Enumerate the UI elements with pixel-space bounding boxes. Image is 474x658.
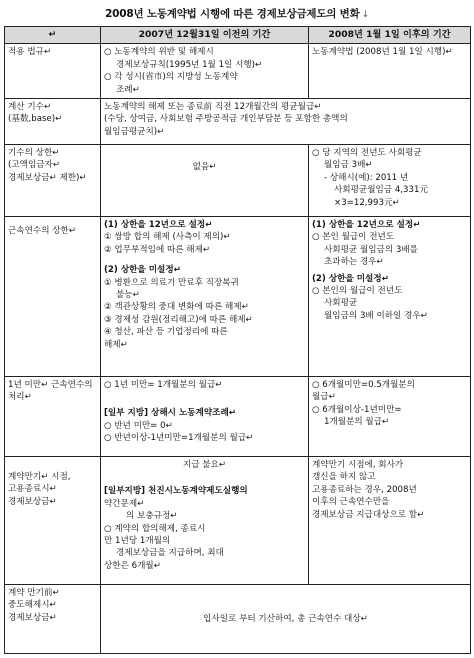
base-merged-cell: 노동계약의 해제 또는 종료前 직전 12개월간의 평균월급↵ (수당, 상여금, 사회보험 주방공적금 개인부담분 등 포함한 총액의 월임금평균치)↵ — [101, 99, 471, 145]
header-after: 2008년 1월 1일 이후의 기간 — [309, 27, 471, 44]
header-before: 2007년 12월31일 이전의 기간 — [101, 27, 309, 44]
paragraph-mark: ↓ — [361, 10, 369, 20]
row-label-midterm: 계약 만기前↵ 중도해제시↵ 경제보상금↵ — [5, 585, 101, 654]
row-contract-expiry — [5, 457, 471, 585]
compensation-table — [4, 26, 471, 654]
row-midterm-termination — [5, 585, 471, 654]
row-label-expiry: 계약만기↵ 시점, 고용종료시↵ 경제보상금↵ — [5, 457, 101, 585]
row-label-under1: 1년 미만↵ 근속연수의 처리↵ — [5, 377, 101, 457]
row-service-years-cap — [5, 217, 471, 377]
row-base-cap — [5, 145, 471, 217]
years-before-cell: (1) 상한을 12년으로 설정↵ ① 쌍방 합의 해제 (사측이 제의)↵ ② 업무부적임에 따른 해제↵ (2) 상한을 미설정↵ ① 병환으로 의료기 만료후 직장복귀 불능↵ ② 객관상황의 중대 변화에 따른 해제↵ ③ 경제성 감원(정리해고)에 따른 해제↵ ④ 청산, 파산 등 기업정리에 따른 해제↵ — [101, 217, 309, 377]
cap-before-cell: 없음↵ — [101, 145, 309, 217]
row-label-base: 계산 기수↵ (基数,base)↵ — [5, 99, 101, 145]
law-after-cell: 노동계약법 (2008년 1월 1일 시행)↵ — [309, 44, 471, 99]
years-after-cell: (1) 상한을 12년으로 설정↵ ○ 본인 월급이 전년도 사회평균 월임금의 3배를 초과하는 경우↵ (2) 상한을 미설정↵ ○ 본인의 월급이 전년도 사회평균 월임금의 3배 이하일 경우↵ — [309, 217, 471, 377]
expiry-after-cell: 계약만기 시점에, 회사가 갱신을 하지 않고 고용종료하는 경우, 2008년 이후의 근속연수만을 경제보상금 지급대상으로 함↵ — [309, 457, 471, 585]
row-label-cap: 기수의 상한↵ (고액임금자↵ 경제보상금↵ 제한)↵ — [5, 145, 101, 217]
row-label-law: 적용 법규↵ — [5, 44, 101, 99]
midterm-merged-cell: 입사일로 부터 기산하여, 총 근속연수 대상↵ — [101, 585, 471, 654]
row-label-years: 근속연수의 상한↵ — [5, 217, 101, 377]
row-applicable-law — [5, 44, 471, 99]
under1-before-cell: ○ 1년 미만= 1개월분의 월급↵ [일부 지방] 상해시 노동계약조례↵ ○ 반년 미만= 0↵ ○ 반년이상-1년미만=1개월분의 월급↵ — [101, 377, 309, 457]
under1-after-cell: ○ 6개월미만=0.5개월분의 월급↵ ○ 6개월이상-1년미만= 1개월분의 월급↵ — [309, 377, 471, 457]
header-corner-cell: ↵ — [5, 27, 101, 44]
row-under-one-year — [5, 377, 471, 457]
table-header-row — [5, 27, 471, 44]
expiry-before-cell: 지급 불요↵ [일부지방] 천진시노동계약제도실행의 약간문제↵ 의 보충규정↵ ○ 계약의 합의해제, 종료시 만 1년당 1개월의 경제보상금을 지급하며, 최대 상한은 6개월↵ — [101, 457, 309, 585]
page-title: 2008년 노동계약법 시행에 따른 경제보상금제도의 변화 ↓ — [105, 8, 369, 20]
law-before-cell: ○ 노동계약의 위반 및 해제시 경제보상규칙(1995년 1월 1일 시행)↵ ○ 각 성시(省市)의 지방성 노동계약 조례↵ — [101, 44, 309, 99]
row-calc-base — [5, 99, 471, 145]
cap-after-cell: ○ 당 지역의 전년도 사회평균 월임금 3배↵ - 상해시(예): 2011 년 사회평균월임금 4,331元 ×3=12,993元↵ — [309, 145, 471, 217]
